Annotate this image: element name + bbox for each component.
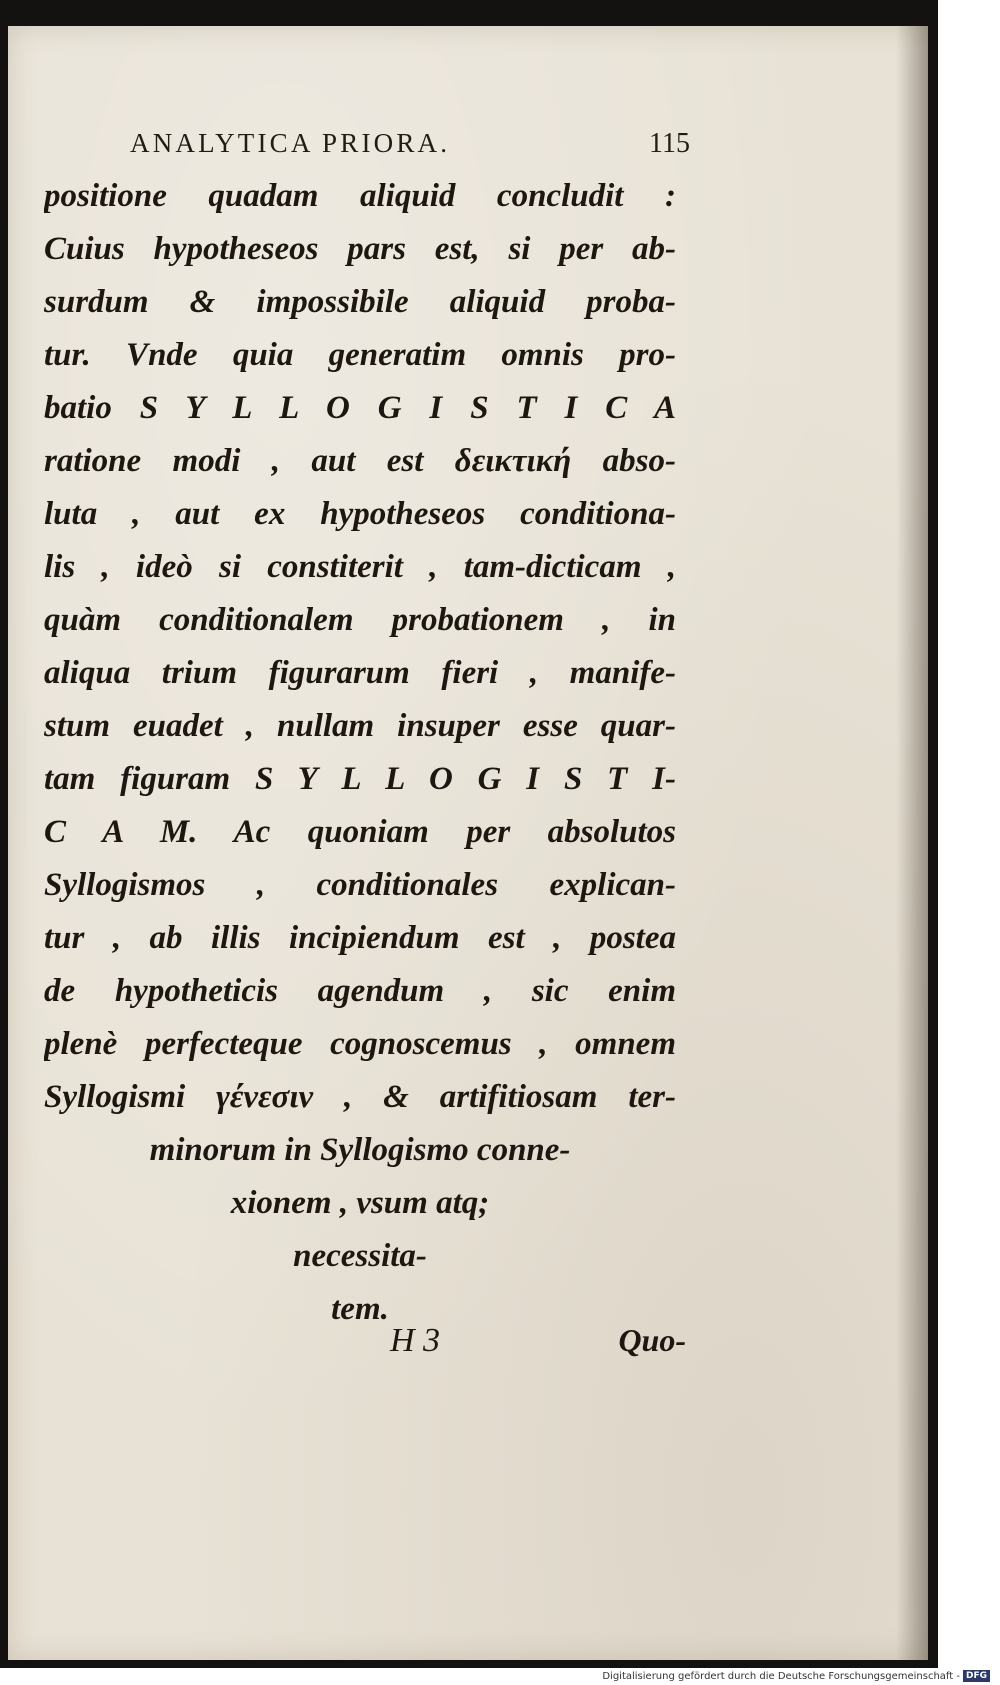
page-number: 115 <box>649 128 690 159</box>
closing-line: necessita- <box>293 1238 427 1274</box>
text-line: luta , aut ex hypotheseos conditiona- <box>44 496 676 532</box>
text-line: stum euadet , nullam insuper esse quar- <box>44 708 676 744</box>
text-line: aliqua trium figurarum fieri , manife- <box>44 655 676 691</box>
text-line: C A M. Ac quoniam per absolutos <box>44 814 676 850</box>
signature-line <box>390 1322 686 1372</box>
text-line: ratione modi , aut est δεικτική abso- <box>44 443 676 479</box>
text-line: plenè perfecteque cognoscemus , omnem <box>44 1026 676 1062</box>
text-line: Cuius hypotheseos pars est, si per ab- <box>44 231 676 267</box>
text-line: Syllogismos , conditionales explican- <box>44 867 676 903</box>
credit-text: Digitalisierung gefördert durch die Deutsche Forschungsgemeinschaft - <box>602 1671 960 1682</box>
text-line: tur , ab illis incipiendum est , postea <box>44 920 676 956</box>
catchword: Quo- <box>618 1322 686 1358</box>
text-line: lis , ideò si constiterit , tam-dicticam , <box>44 549 676 585</box>
text-line: batio S Y L L O G I S T I C A <box>44 390 676 426</box>
page-fold-shadow <box>896 26 928 1660</box>
running-title: ANALYTICA PRIORA. <box>130 128 451 158</box>
text-line: positione quadam aliquid concludit : <box>44 178 676 214</box>
body-text <box>44 170 676 1336</box>
text-line: tam figuram S Y L L O G I S T I- <box>44 761 676 797</box>
text-line: de hypotheticis agendum , sic enim <box>44 973 676 1009</box>
closing-line: xionem , vsum atq; <box>230 1185 490 1221</box>
text-line: surdum & impossibile aliquid proba- <box>44 284 676 320</box>
text-line: quàm conditionalem probationem , in <box>44 602 676 638</box>
digitization-credit <box>602 1668 990 1685</box>
running-head <box>130 128 690 168</box>
closing-line: tem. <box>331 1291 389 1327</box>
closing-line: minorum in Syllogismo conne- <box>149 1132 571 1168</box>
text-line: Syllogismi γένεσιν , & artifitiosam ter- <box>44 1079 676 1115</box>
dfg-logo: DFG <box>963 1670 990 1682</box>
text-line: tur. Vnde quia generatim omnis pro- <box>44 337 676 373</box>
signature-mark: H 3 <box>390 1322 441 1359</box>
